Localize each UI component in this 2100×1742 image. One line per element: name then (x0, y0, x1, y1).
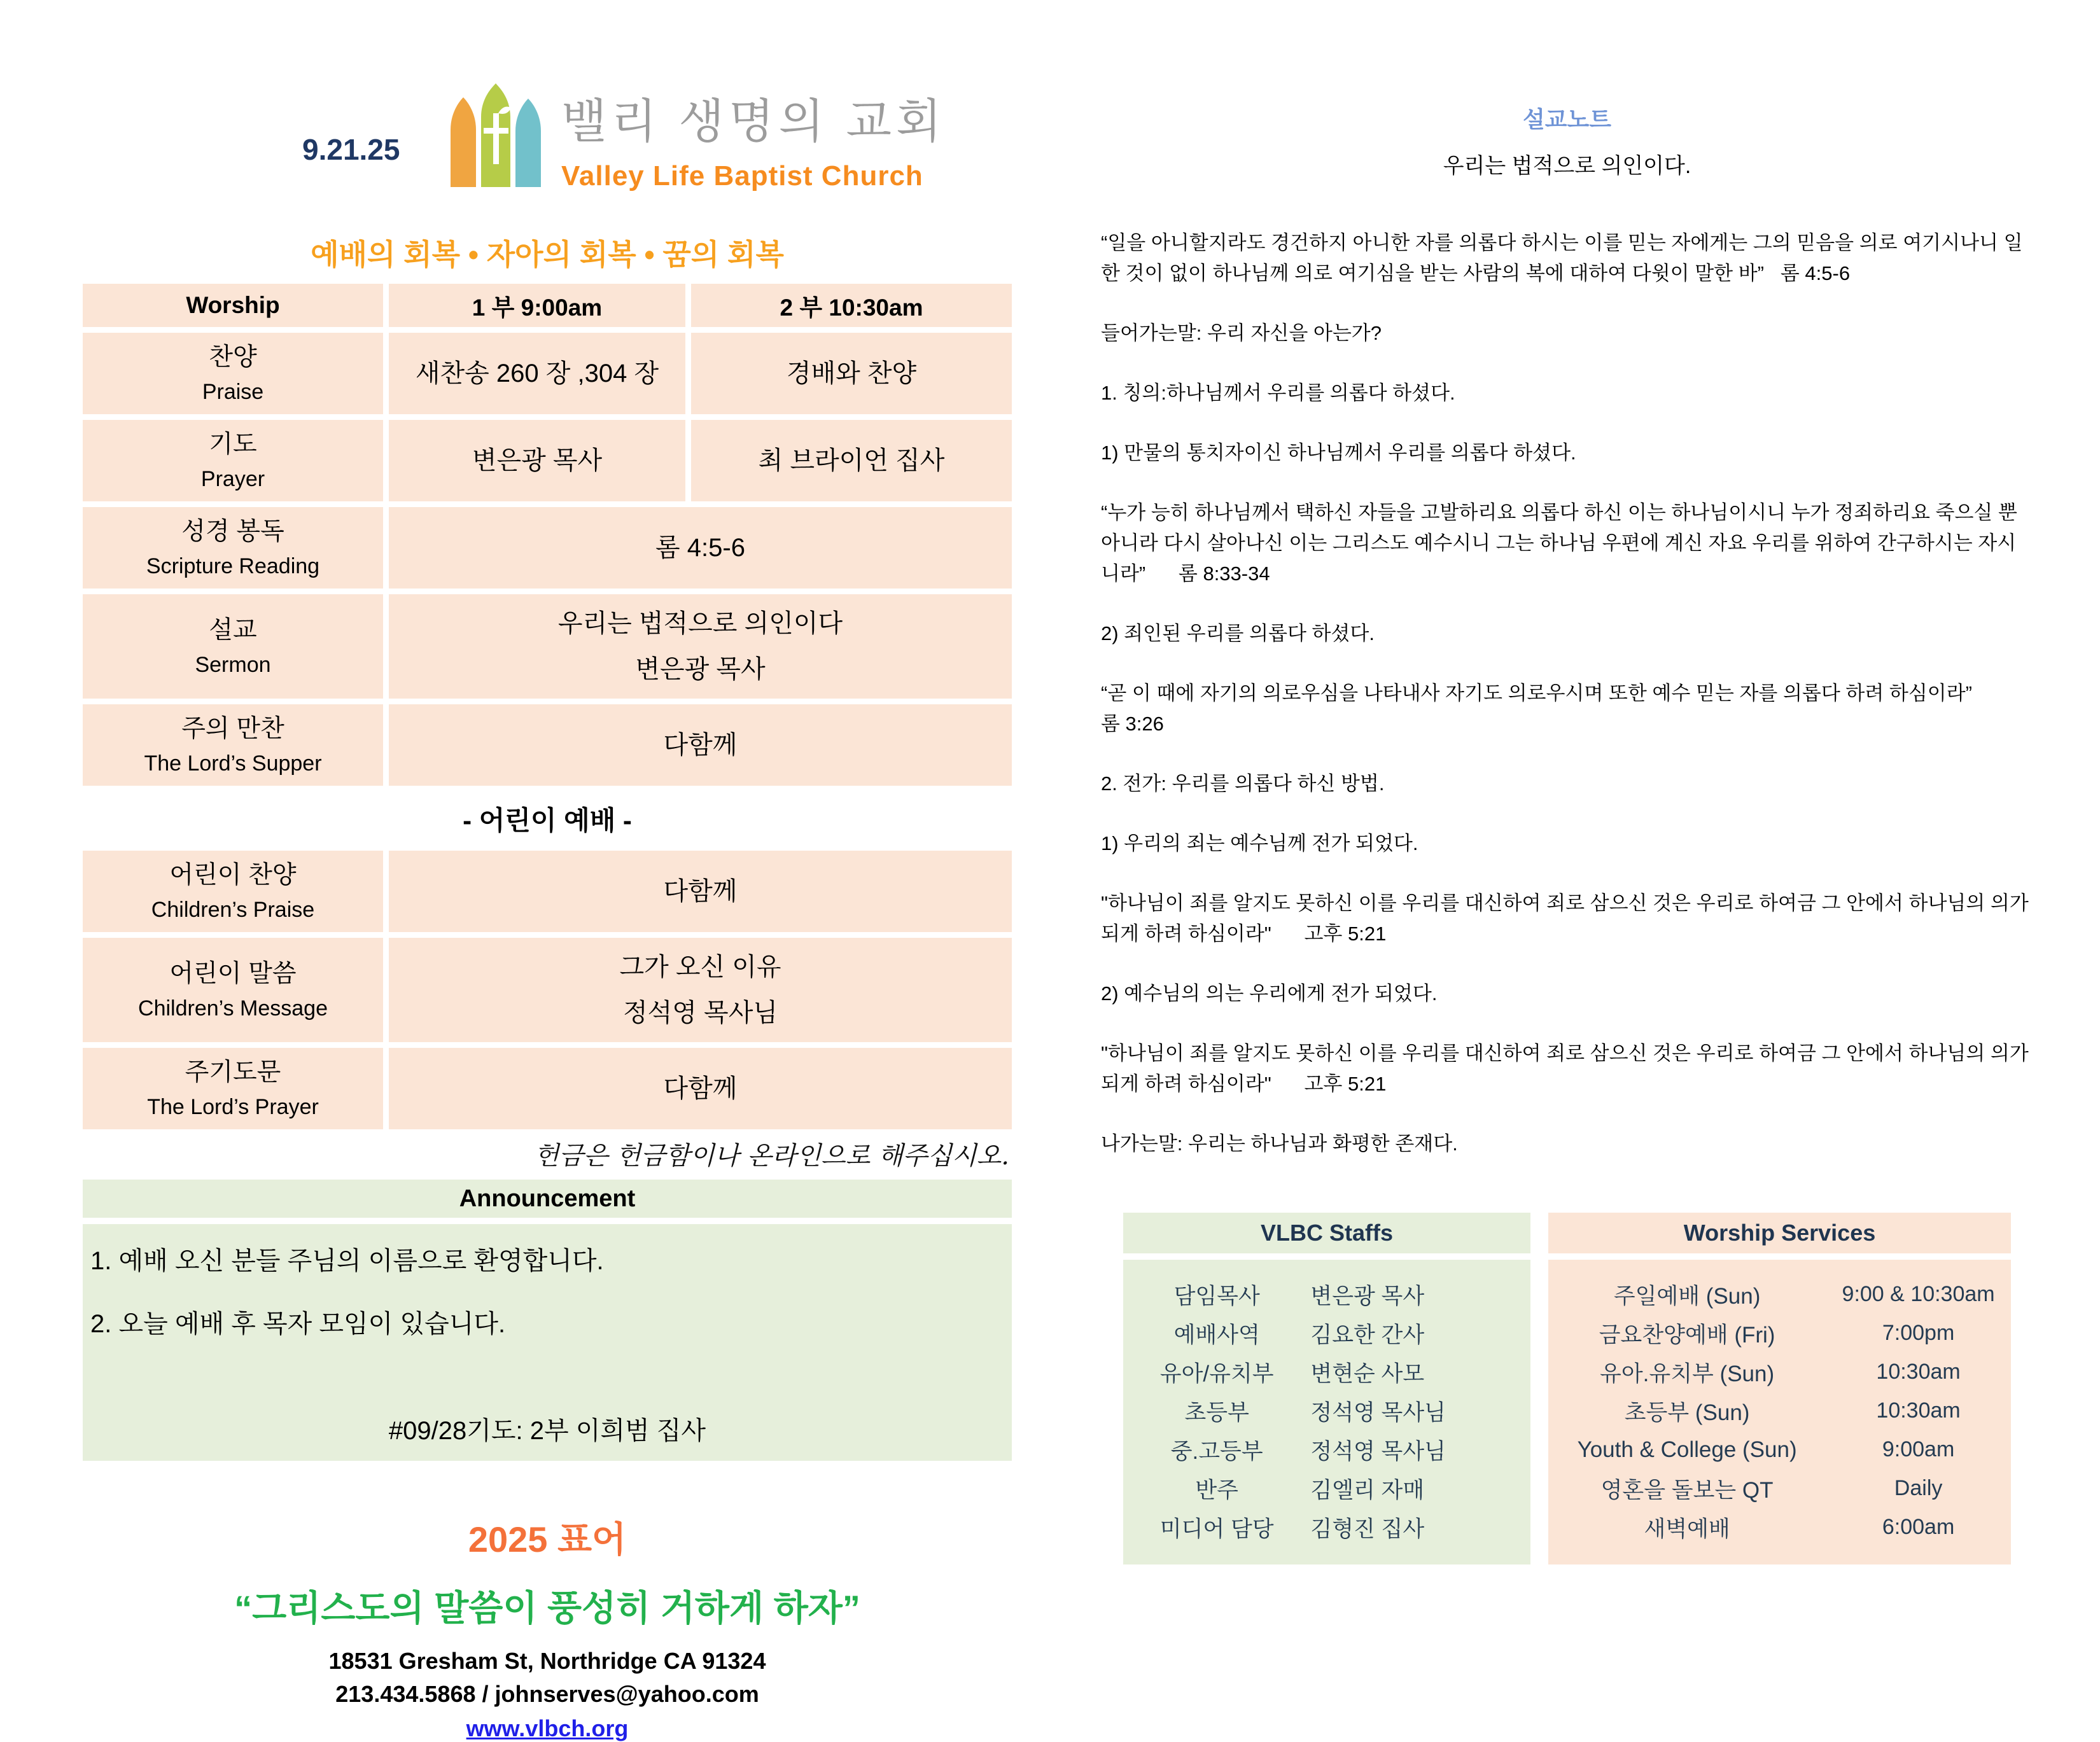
sermon-title-cell: 우리는 법적으로 의인이다 변은광 목사 (389, 594, 1012, 699)
service-row: 금요찬양예배 (Fri) 7:00pm (1599, 1321, 1955, 1348)
church-logo-icon (444, 80, 547, 190)
staff-row: 미디어 담당 김형진 집사 (1159, 1516, 1425, 1542)
service-row: 새벽예배 6:00am (1644, 1515, 1955, 1542)
bulletin-theme-line: 예배의 회복 • 자아의 회복 • 꿈의 회복 (311, 238, 784, 271)
sermon-paragraph: 2) 예수님의 의는 우리에게 전가 되었다. (1101, 982, 1438, 1005)
staff-row: 유아/유치부 변현순 사모 (1159, 1361, 1425, 1386)
sermon-paragraph: 나가는말: 우리는 하나님과 화평한 존재다. (1101, 1132, 1458, 1155)
announcement-header: Announcement (83, 1180, 1012, 1218)
staff-row: 초등부 정석영 목사님 (1184, 1400, 1446, 1425)
sermon-paragraph: 1. 칭의:하나님께서 우리를 의롭다 하셨다. (1101, 382, 1455, 404)
sermon-notes-subtitle: 우리는 법적으로 의인이다. (1443, 154, 1691, 178)
announcement-item: 1. 예배 오신 분들 주님의 이름으로 환영합니다. (90, 1247, 604, 1275)
staff-row: 반주 김엘리 자매 (1195, 1477, 1425, 1503)
praise-row-label: 찬양 Praise (83, 333, 383, 414)
sermon-notes-title: 설교노트 (1522, 106, 1612, 132)
lords-prayer-cell: 다함께 (389, 1048, 1012, 1129)
children-worship-table (83, 851, 1012, 1129)
worship-services-body (1548, 1260, 2011, 1564)
worship-order-table (83, 284, 1012, 786)
sermon-paragraph: “일을 아니할지라도 경건하지 아니한 자를 의롭다 하시는 이를 믿는 자에게는 그의 믿음을 의로 여기시나니 일한 것이 없이 하나님께 의로 여기심을 받는 사람의 복에 대하여 다윗이 말한 바” 롬 4:5-6 (1101, 232, 2023, 284)
sermon-paragraph: "하나님이 죄를 알지도 못하신 이를 우리를 대신하여 죄로 삼으신 것은 우리로 하여금 그 안에서 하나님의 의가 되게 하려 하심이라" 고후 5:21 (1101, 892, 2034, 945)
sermon-paragraph: “곧 이 때에 자기의 의로우심을 나타내사 자기도 의로우시며 또한 예수 믿는 자를 의롭다 하려 하심이라” 롬 3:26 (1101, 682, 1973, 735)
church-name-korean: 밸리 생명의 교회 (561, 95, 946, 148)
slogan-year-title: 2025 표어 (468, 1519, 627, 1559)
prayer-service2-cell: 최 브라이언 집사 (691, 420, 1012, 501)
announcement-item: 2. 오늘 예배 후 목자 모임이 있습니다. (90, 1310, 506, 1338)
sermon-paragraph: 2. 전가: 우리를 의롭다 하신 방법. (1101, 772, 1385, 795)
sermon-notes-page (1101, 102, 2033, 1564)
scripture-passage-cell: 롬 4:5-6 (389, 507, 1012, 589)
announcement-body (83, 1224, 1012, 1461)
offering-note: 헌금은 헌금함이나 온라인으로 해주십시오. (534, 1141, 1009, 1171)
lords-supper-cell: 다함께 (389, 704, 1012, 786)
church-phone-email: 213.434.5868 / johnserves@yahoo.com (335, 1681, 759, 1707)
scripture-row-label: 성경 봉독 Scripture Reading (83, 507, 383, 589)
service2-col-header: 2 부 10:30am (691, 284, 1012, 327)
sermon-paragraph: 2) 죄인된 우리를 의롭다 하셨다. (1101, 622, 1375, 645)
children-praise-cell: 다함께 (389, 851, 1012, 932)
children-worship-title: - 어린이 예배 - (463, 805, 632, 835)
church-website-link[interactable]: www.vlbch.org (466, 1715, 629, 1741)
bulletin-header (83, 75, 1012, 229)
prayer-row-label: 기도 Prayer (83, 420, 383, 501)
staff-row: 담임목사 변은광 목사 (1173, 1283, 1425, 1309)
slogan-text: “그리스도의 말씀이 풍성히 거하게 하자” (234, 1588, 860, 1628)
worship-services-table (1548, 1213, 2011, 1564)
service-row: 초등부 (Sun) 10:30am (1624, 1398, 1961, 1425)
sermon-paragraph: "하나님이 죄를 알지도 못하신 이를 우리를 대신하여 죄로 삼으신 것은 우리로 하여금 그 안에서 하나님의 의가 되게 하려 하심이라" 고후 5:21 (1101, 1042, 2034, 1095)
church-name-english: Valley Life Baptist Church (561, 160, 923, 192)
praise-service1-cell: 새찬송 260 장 ,304 장 (389, 333, 685, 414)
worship-col-header: Worship (83, 284, 383, 327)
staff-row: 중.고등부 정석영 목사님 (1170, 1439, 1446, 1464)
praise-service2-cell: 경배와 찬양 (691, 333, 1012, 414)
sermon-row-label: 설교 Sermon (83, 594, 383, 699)
prayer-service1-cell: 변은광 목사 (389, 420, 685, 501)
sermon-paragraph: 1) 만물의 통치자이신 하나님께서 우리를 의롭다 하셨다. (1101, 442, 1576, 464)
worship-services-header: Worship Services (1548, 1213, 2011, 1253)
sermon-paragraph: “누가 능히 하나님께서 택하신 자들을 고발하리요 의롭다 하신 이는 하나님이시니 누가 정죄하리요 죽으실 뿐 아니라 다시 살아나신 이는 그리스도 예수시니 그는 하나님 우편에 계신 자요 우리를 위하여 간구하시는 자시니라” 롬 8:33-34 (1101, 501, 2023, 585)
vlbc-staffs-header: VLBC Staffs (1123, 1213, 1530, 1253)
slogan-block (83, 1512, 1012, 1742)
children-message-label: 어린이 말씀 Children’s Message (83, 938, 383, 1042)
bulletin-date: 9.21.25 (302, 133, 400, 166)
vlbc-staffs-body (1123, 1260, 1530, 1564)
lords-supper-row-label: 주의 만찬 The Lord’s Supper (83, 704, 383, 786)
bulletin-left-page (83, 75, 1012, 1742)
church-address: 18531 Gresham St, Northridge CA 91324 (328, 1648, 766, 1674)
vlbc-staffs-table (1123, 1213, 1530, 1564)
sermon-paragraph: 1) 우리의 죄는 예수님께 전가 되었다. (1101, 832, 1418, 854)
service-row: 영혼을 돌보는 QT Daily (1600, 1476, 1943, 1503)
service-row: 유아.유치부 (Sun) 10:30am (1600, 1360, 1961, 1386)
announcement-prayer-note: #09/28기도: 2부 이희범 집사 (388, 1417, 706, 1445)
staff-row: 예배사역 김요한 간사 (1173, 1322, 1425, 1348)
service1-col-header: 1 부 9:00am (389, 284, 685, 327)
info-tables (1123, 1213, 2033, 1564)
children-praise-label: 어린이 찬양 Children’s Praise (83, 851, 383, 932)
service-row: Youth & College (Sun) 9:00am (1577, 1437, 1955, 1462)
children-message-cell: 그가 오신 이유 정석영 목사님 (389, 938, 1012, 1042)
service-row: 주일예배 (Sun) 9:00 & 10:30am (1613, 1282, 1995, 1309)
lords-prayer-label: 주기도문 The Lord’s Prayer (83, 1048, 383, 1129)
sermon-paragraph: 들어가는말: 우리 자신을 아는가? (1101, 322, 1382, 344)
